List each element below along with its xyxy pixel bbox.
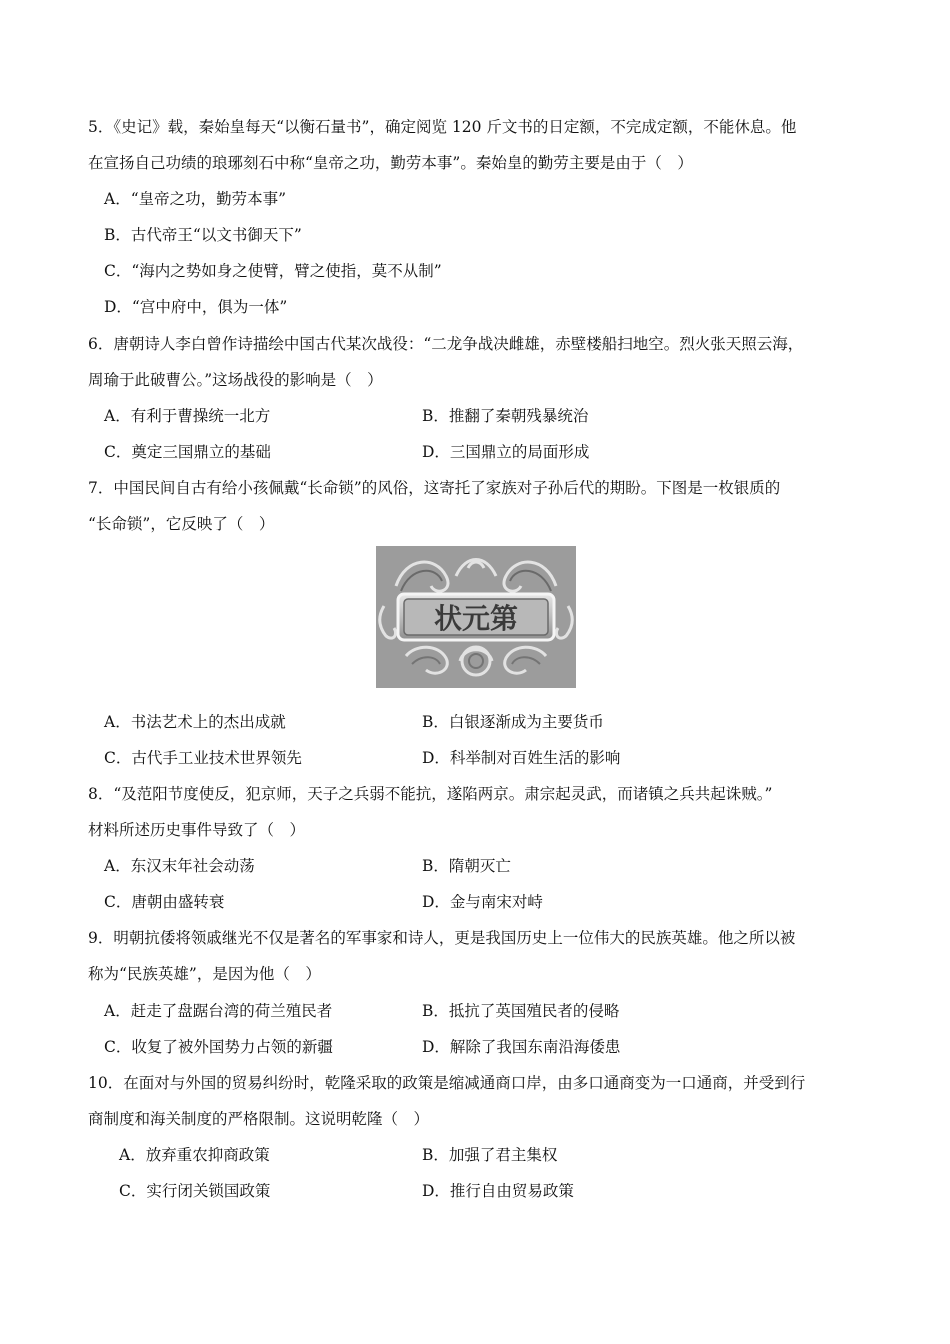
question-7-stem-line-2: “长命锁”，它反映了（ ） [88,515,275,533]
question-10-stem-line-1: 10．在面对与外国的贸易纠纷时，乾隆采取的政策是缩减通商口岸，由多口通商变为一口通商，并受到行 [88,1074,806,1092]
question-9-stem-line-2: 称为“民族英雄”，是因为他（ ） [88,965,321,983]
question-8-stem-line-1: 8．“及范阳节度使反，犯京师，天子之兵弱不能抗，遂陷两京。肃宗起灵武，而诸镇之兵共起诛贼。” [88,785,773,803]
question-6-option-d: D．三国鼎立的局面形成 [422,443,590,461]
question-6-stem-line-1: 6．唐朝诗人李白曾作诗描绘中国古代某次战役：“二龙争战决雌雄，赤壁楼船扫地空。烈火张天照云海， [88,335,804,353]
question-7-option-a: A．书法艺术上的杰出成就 [104,713,286,731]
question-7-option-d: D．科举制对百姓生活的影响 [422,749,621,767]
question-5-option-c: C．“海内之势如身之使臂，臂之使指，莫不从制” [104,262,442,280]
question-9-option-d: D．解除了我国东南沿海倭患 [422,1038,621,1056]
longevity-lock-drawing [376,546,576,688]
question-10-option-c: C．实行闭关锁国政策 [119,1182,271,1200]
question-5-option-b: B．古代帝王“以文书御天下” [104,226,302,244]
question-9-option-a: A．赶走了盘踞台湾的荷兰殖民者 [104,1002,333,1020]
question-9-option-c: C．收复了被外国势力占领的新疆 [104,1038,333,1056]
question-10-stem-line-2: 商制度和海关制度的严格限制。这说明乾隆（ ） [88,1110,430,1128]
question-5-option-a: A．“皇帝之功，勤劳本事” [104,190,287,208]
question-8-stem-line-2: 材料所述历史事件导致了（ ） [88,821,306,839]
question-9-stem-line-1: 9．明朝抗倭将领戚继光不仅是著名的军事家和诗人，更是我国历史上一位伟大的民族英雄。他之所以被 [88,929,796,947]
question-7-stem-line-1: 7．中国民间自古有给小孩佩戴“长命锁”的风俗，这寄托了家族对子孙后代的期盼。下图是一枚银质的 [88,479,781,497]
question-8-option-a: A．东汉末年社会动荡 [104,857,255,875]
question-5-option-d: D．“宫中府中，俱为一体” [104,298,288,316]
question-10-option-d: D．推行自由贸易政策 [422,1182,574,1200]
question-7-option-c: C．古代手工业技术世界领先 [104,749,302,767]
question-6-option-c: C．奠定三国鼎立的基础 [104,443,271,461]
question-8-option-c: C．唐朝由盛转衰 [104,893,225,911]
question-9-option-b: B．抵抗了英国殖民者的侵略 [422,1002,620,1020]
question-10-option-b: B．加强了君主集权 [422,1146,558,1164]
question-6-stem-line-2: 周瑜于此破曹公。”这场战役的影响是（ ） [88,371,383,389]
question-6-option-a: A．有利于曹操统一北方 [104,407,271,425]
question-6-option-b: B．推翻了秦朝残暴统治 [422,407,589,425]
lock-inscription: 状元第 [433,602,519,635]
question-7-option-b: B．白银逐渐成为主要货币 [422,713,604,731]
question-8-option-b: B．隋朝灭亡 [422,857,511,875]
question-10-option-a: A．放弃重农抑商政策 [119,1146,270,1164]
longevity-lock-image [376,546,576,688]
question-8-option-d: D．金与南宋对峙 [422,893,543,911]
question-5-stem-line-1: 5．《史记》载，秦始皇每天“以衡石量书”，确定阅览 120 斤文书的日定额，不完成定额，不能休息。他 [88,118,797,136]
question-5-stem-line-2: 在宣扬自己功绩的琅琊刻石中称“皇帝之功，勤劳本事”。秦始皇的勤劳主要是由于（ ） [88,154,693,172]
